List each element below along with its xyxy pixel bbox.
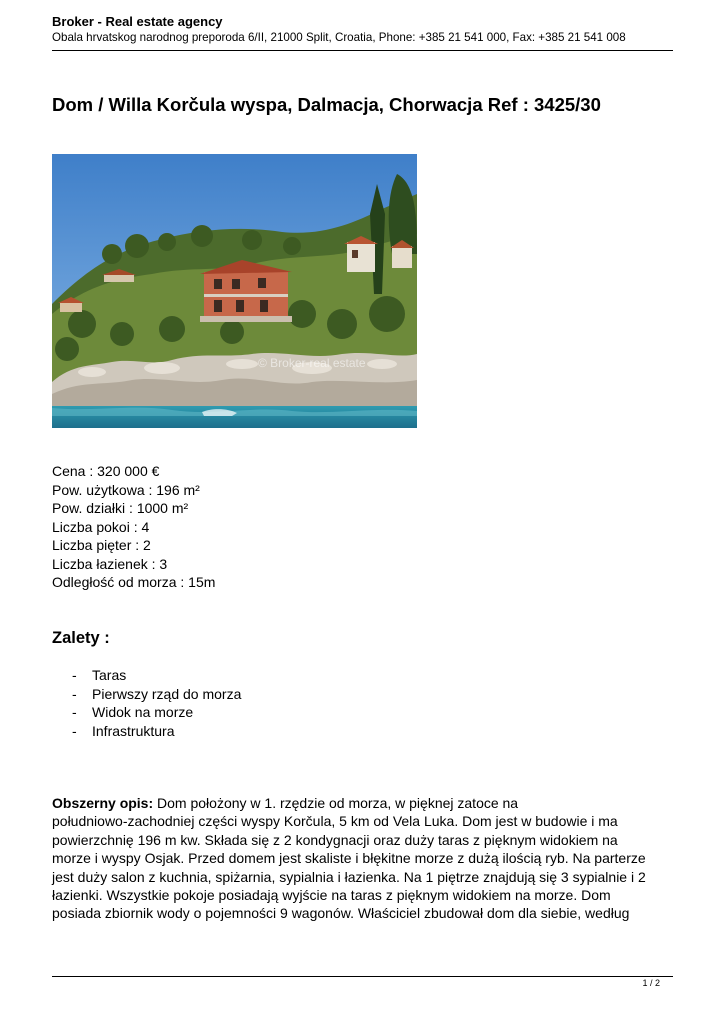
description-line: morze i wyspy Osjak. Przed domem jest skaliste i błękitne morze z dużą ilością ryb. Na parterze [52,850,646,867]
advantage-infrastructure: Infrastruktura [92,722,175,739]
header-divider [52,50,673,51]
bullet-dash: - [72,685,77,702]
photo-watermark: © Broker-real estate [258,356,366,370]
list-item [52,666,241,685]
description-line: powierzchnię 196 m kw. Składa się z 2 kondygnacji oraz duży taras z pięknym widokiem na [52,831,618,848]
description-label: Obszerny opis: [52,795,154,811]
agency-name: Broker - Real estate agency [52,14,223,29]
advantage-sea-view: Widok na morze [92,704,194,720]
bullet-dash: - [72,704,77,720]
description-line: posiada zbiornik wody o pojemności 9 wagonów. Właściciel zbudował dom dla siebie, według [52,905,630,922]
full-description [52,794,674,923]
spec-distance-to-sea: Odległość od morza : 15m [52,574,216,590]
advantage-first-row-to-sea: Pierwszy rząd do morza [92,685,242,702]
spec-bathrooms: Liczba łazienek : 3 [52,555,168,572]
advantages-list [52,666,241,740]
page-number: 1 / 2 [642,978,660,988]
description-line: jest duży salon z kuchnia, spiżarnia, sypialnia i łazienka. Na 1 piętrze znajdują się 3 sypialnie i 2 [52,868,646,885]
property-title: Dom / Willa Korčula wyspa, Dalmacja, Chorwacja Ref : 3425/30 [52,94,601,115]
bullet-dash: - [72,722,77,739]
bullet-dash: - [72,667,77,683]
property-specs [52,462,215,592]
document-header [52,14,672,46]
spec-floors: Liczba pięter : 2 [52,537,151,553]
spec-plot-area: Pow. działki : 1000 m² [52,500,189,516]
description-line [52,794,674,812]
spec-price: Cena : 320 000 € [52,463,160,479]
agency-address: Obala hrvatskog narodnog preporoda 6/II, 21000 Split, Croatia, Phone: +385 21 541 000, Fax: +385 21 541 008 [52,31,626,44]
advantage-terrace: Taras [92,667,127,683]
description-line: południowo-zachodniej części wyspy Korčula, 5 km od Vela Luka. Dom jest w budowie i ma [52,813,618,830]
advantages-heading: Zalety : [52,629,110,647]
spec-rooms: Liczba pokoi : 4 [52,518,150,535]
description-text: Dom położony w 1. rzędzie od morza, w pięknej zatoce na [153,795,519,811]
property-photo [52,154,417,428]
description-line: łazienki. Wszystkie pokoje posiadają wyjście na taras z pięknym widokiem na morze. Dom [52,887,611,904]
footer-divider [52,976,673,977]
list-item [52,685,241,704]
list-item [52,722,241,741]
list-item [52,703,241,722]
spec-usable-area: Pow. użytkowa : 196 m² [52,481,200,498]
